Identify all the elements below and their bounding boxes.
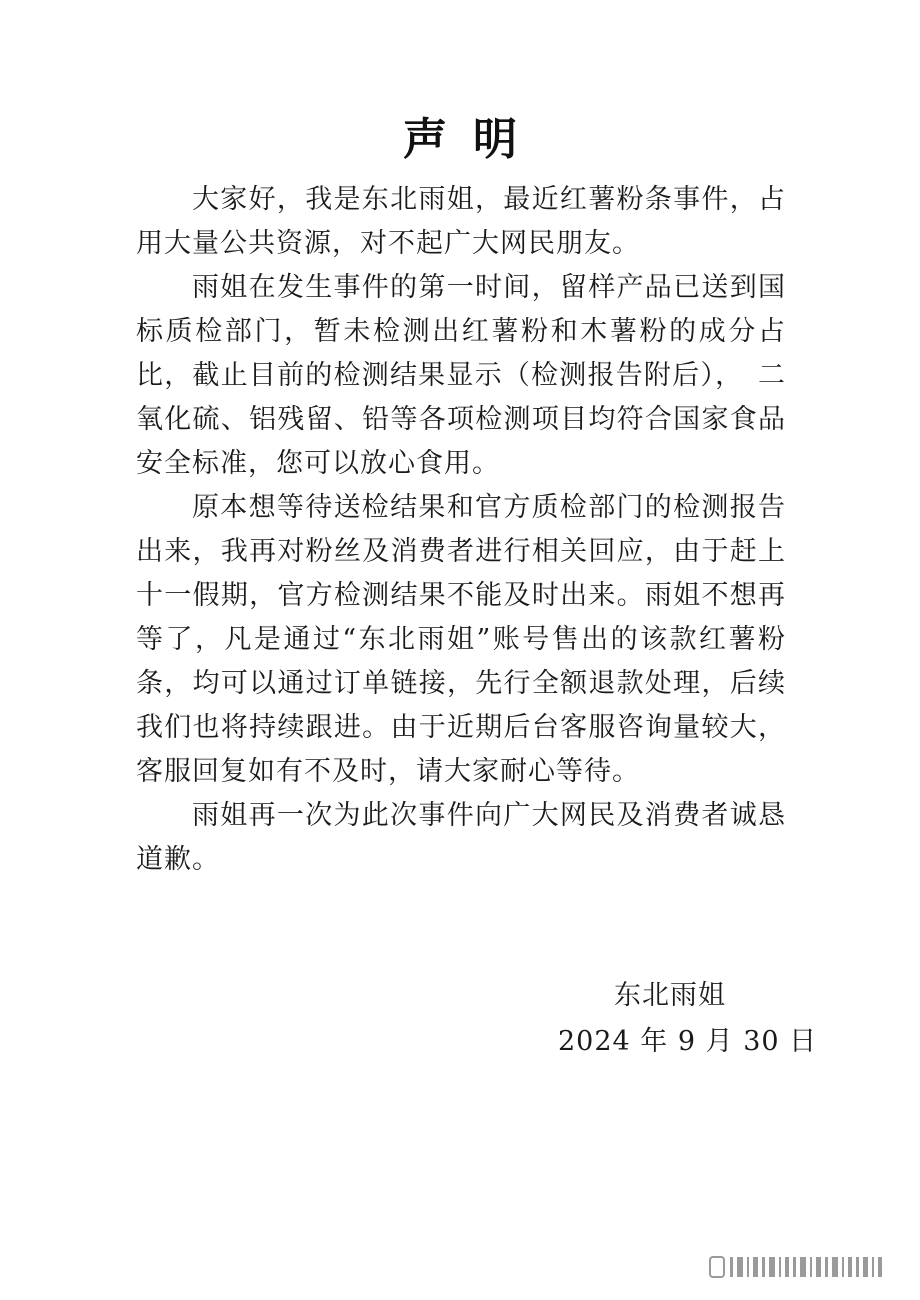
- document-title: 声明: [403, 114, 543, 165]
- signature-date: 2024 年 9 月 30 日: [558, 1026, 818, 1057]
- signature-name: 东北雨姐: [614, 980, 726, 1011]
- paragraph-refund: 原本想等待送检结果和官方质检部门的检测报告出来，我再对粉丝及消费者进行相关回应，由于赶上十一假期，官方检测结果不能及时出来。雨姐不想再等了，凡是通过“东北雨姐”账号售出的该款红薯粉条，均可以通过订单链接，先行全额退款处理，后续我们也将持续跟进。由于近期后台客服咨询量较大，客服回复如有不及时，请大家耐心等待。: [136, 492, 786, 787]
- barcode-watermark-icon: [708, 1254, 888, 1280]
- paragraph-greeting: 大家好，我是东北雨姐，最近红薯粉条事件，占用大量公共资源，对不起广大网民朋友。: [136, 184, 786, 259]
- paragraph-inspection: 雨姐在发生事件的第一时间，留样产品已送到国标质检部门，暂未检测出红薯粉和木薯粉的成分占比，截止目前的检测结果显示（检测报告附后）， 二氧化硫、铝残留、铅等各项检测项目均符合国家食品安全标准，您可以放心食用。: [136, 272, 786, 479]
- paragraph-apology: 雨姐再一次为此次事件向广大网民及消费者诚恳道歉。: [136, 800, 786, 875]
- document-body: [136, 178, 786, 882]
